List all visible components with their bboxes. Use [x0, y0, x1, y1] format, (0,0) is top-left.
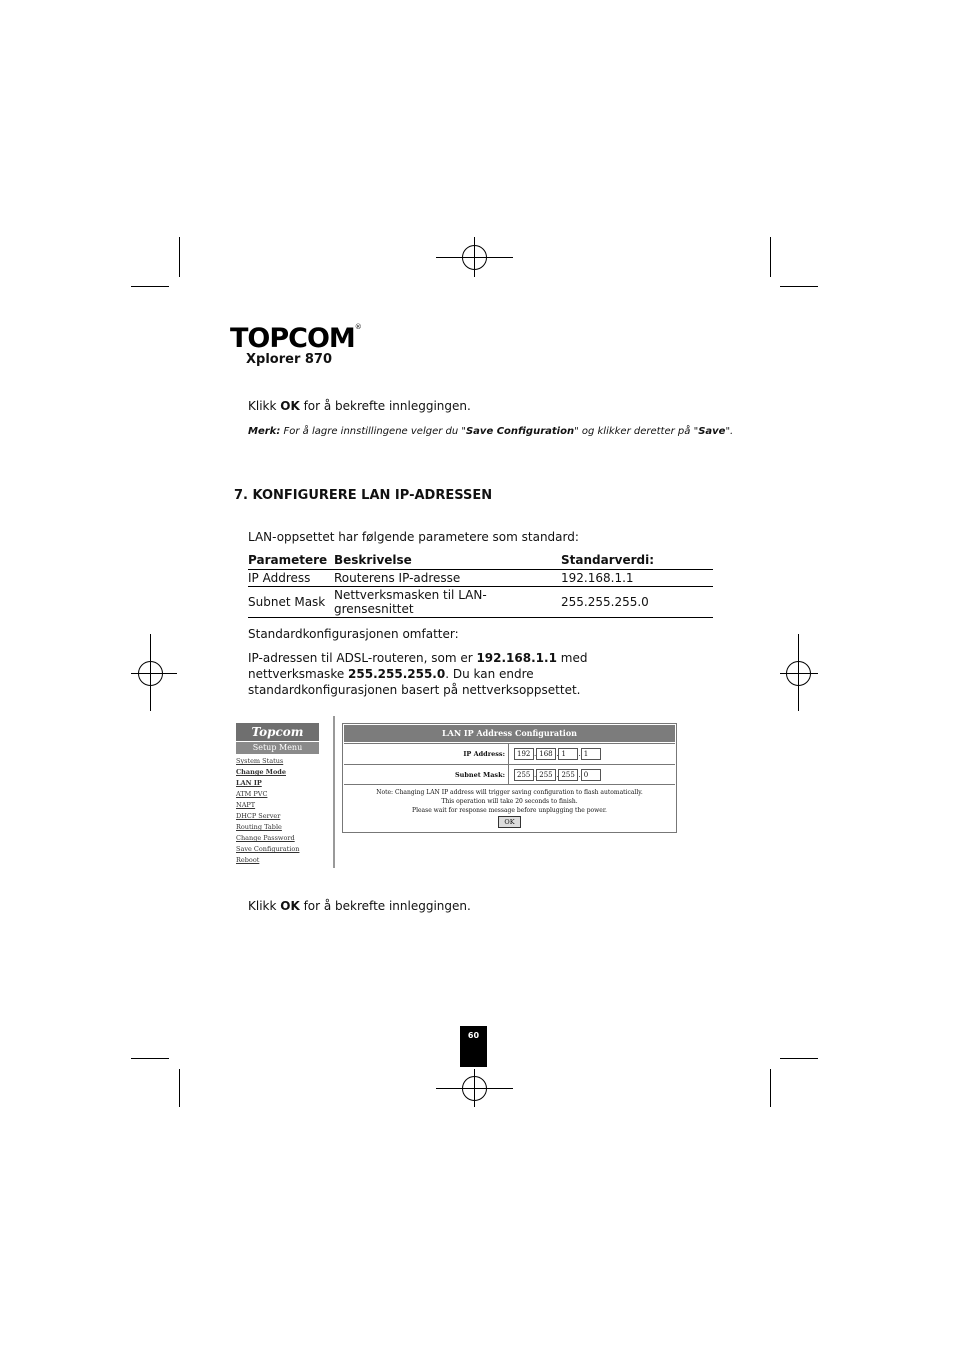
menu-link-system-status[interactable]: System Status [236, 757, 284, 765]
table-cell: Routerens IP-adresse [334, 570, 561, 587]
subnet-mask-label: Subnet Mask: [344, 765, 509, 785]
menu-link-reboot[interactable]: Reboot [236, 856, 260, 864]
subnet-mask-row: Subnet Mask: 255 . 255 . 255 . 0 [344, 764, 675, 785]
note-line: Please wait for response message before unplugging the power. [412, 807, 607, 814]
note: Merk: For å lagre innstillingene velger du "Save Configuration" og klikker deretter på "Save". [248, 426, 734, 437]
crop-mark [131, 1058, 169, 1059]
model-name: Xplorer 870 [246, 352, 333, 367]
crop-mark [131, 286, 169, 287]
ip-octet-input[interactable]: 192 [514, 748, 534, 760]
menu-link-lan-ip[interactable]: LAN IP [236, 779, 262, 787]
note-line: Note: Changing LAN IP address will trigger saving configuration to flash automatically. [376, 789, 643, 796]
mask-octet-input[interactable]: 255 [514, 769, 534, 781]
ok-button[interactable]: OK [498, 816, 520, 828]
router-screenshot [234, 716, 679, 871]
table-cell: IP Address [248, 570, 334, 587]
ip-octet-input[interactable]: 1 [581, 748, 601, 760]
table-row [248, 570, 713, 587]
ip-octet-input[interactable]: 168 [536, 748, 556, 760]
registration-mark [462, 1076, 487, 1101]
note-line: This operation will take 20 seconds to finish. [441, 798, 578, 805]
table-header-row [248, 551, 713, 570]
ip-octet-input[interactable]: 1 [558, 748, 578, 760]
setup-menu-header: Setup Menu [236, 742, 319, 754]
parameters-table [248, 551, 713, 618]
table-cell: Nettverksmasken til LAN-grensesnittet [334, 587, 561, 618]
mask-octet-input[interactable]: 255 [536, 769, 556, 781]
column-header: Standarverdi: [561, 551, 713, 570]
standard-config-text: Standardkonfigurasjonen omfatter: [248, 627, 459, 641]
mask-octet-input[interactable]: 0 [581, 769, 601, 781]
menu-link-atm-pvc[interactable]: ATM PVC [236, 790, 268, 798]
crop-mark [780, 1058, 818, 1059]
page-number: 60 [460, 1026, 487, 1067]
column-header: Beskrivelse [334, 551, 561, 570]
intro-text: LAN-oppsettet har følgende parametere som standard: [248, 530, 579, 544]
ip-address-row: IP Address: 192 . 168 . 1 . 1 [344, 743, 675, 764]
menu-link-routing-table[interactable]: Routing Table [236, 823, 282, 831]
crop-mark [780, 286, 818, 287]
crop-mark [770, 1069, 771, 1107]
crop-mark [179, 1069, 180, 1107]
menu-link-napt[interactable]: NAPT [236, 801, 256, 809]
menu-link-change-mode[interactable]: Change Mode [236, 768, 286, 776]
crop-mark [179, 237, 180, 277]
crop-mark [770, 237, 771, 277]
screenshot-logo: Topcom [236, 723, 319, 741]
paragraph: IP-adressen til ADSL-routeren, som er 192.168.1.1 med nettverksmaske 255.255.255.0. Du kan endre standardkonfigurasjonen basert på nettverksoppsettet. [248, 651, 588, 697]
table-cell: 255.255.255.0 [561, 587, 713, 618]
table-row [248, 587, 713, 618]
section-heading: 7. KONFIGURERE LAN IP-ADRESSEN [234, 488, 493, 503]
ip-address-label: IP Address: [344, 744, 509, 764]
confirm-instruction-bottom: Klikk OK for å bekrefte innleggingen. [248, 899, 471, 913]
menu-link-save-configuration[interactable]: Save Configuration [236, 845, 300, 853]
brand-logo: TOPCOM® [230, 323, 361, 354]
menu-link-dhcp-server[interactable]: DHCP Server [236, 812, 281, 820]
column-header: Parametere [248, 551, 334, 570]
panel-title: LAN IP Address Configuration [344, 725, 675, 742]
panel-note [344, 784, 675, 830]
confirm-instruction-top: Klikk OK for å bekrefte innleggingen. [248, 399, 471, 413]
registration-mark [786, 661, 811, 686]
table-cell: 192.168.1.1 [561, 570, 713, 587]
frame-divider [333, 716, 335, 868]
lan-ip-config-panel [342, 723, 677, 833]
registration-mark [138, 661, 163, 686]
mask-octet-input[interactable]: 255 [558, 769, 578, 781]
menu-link-change-password[interactable]: Change Password [236, 834, 295, 842]
registration-mark [462, 245, 487, 270]
table-cell: Subnet Mask [248, 587, 334, 618]
setup-menu [236, 756, 299, 866]
